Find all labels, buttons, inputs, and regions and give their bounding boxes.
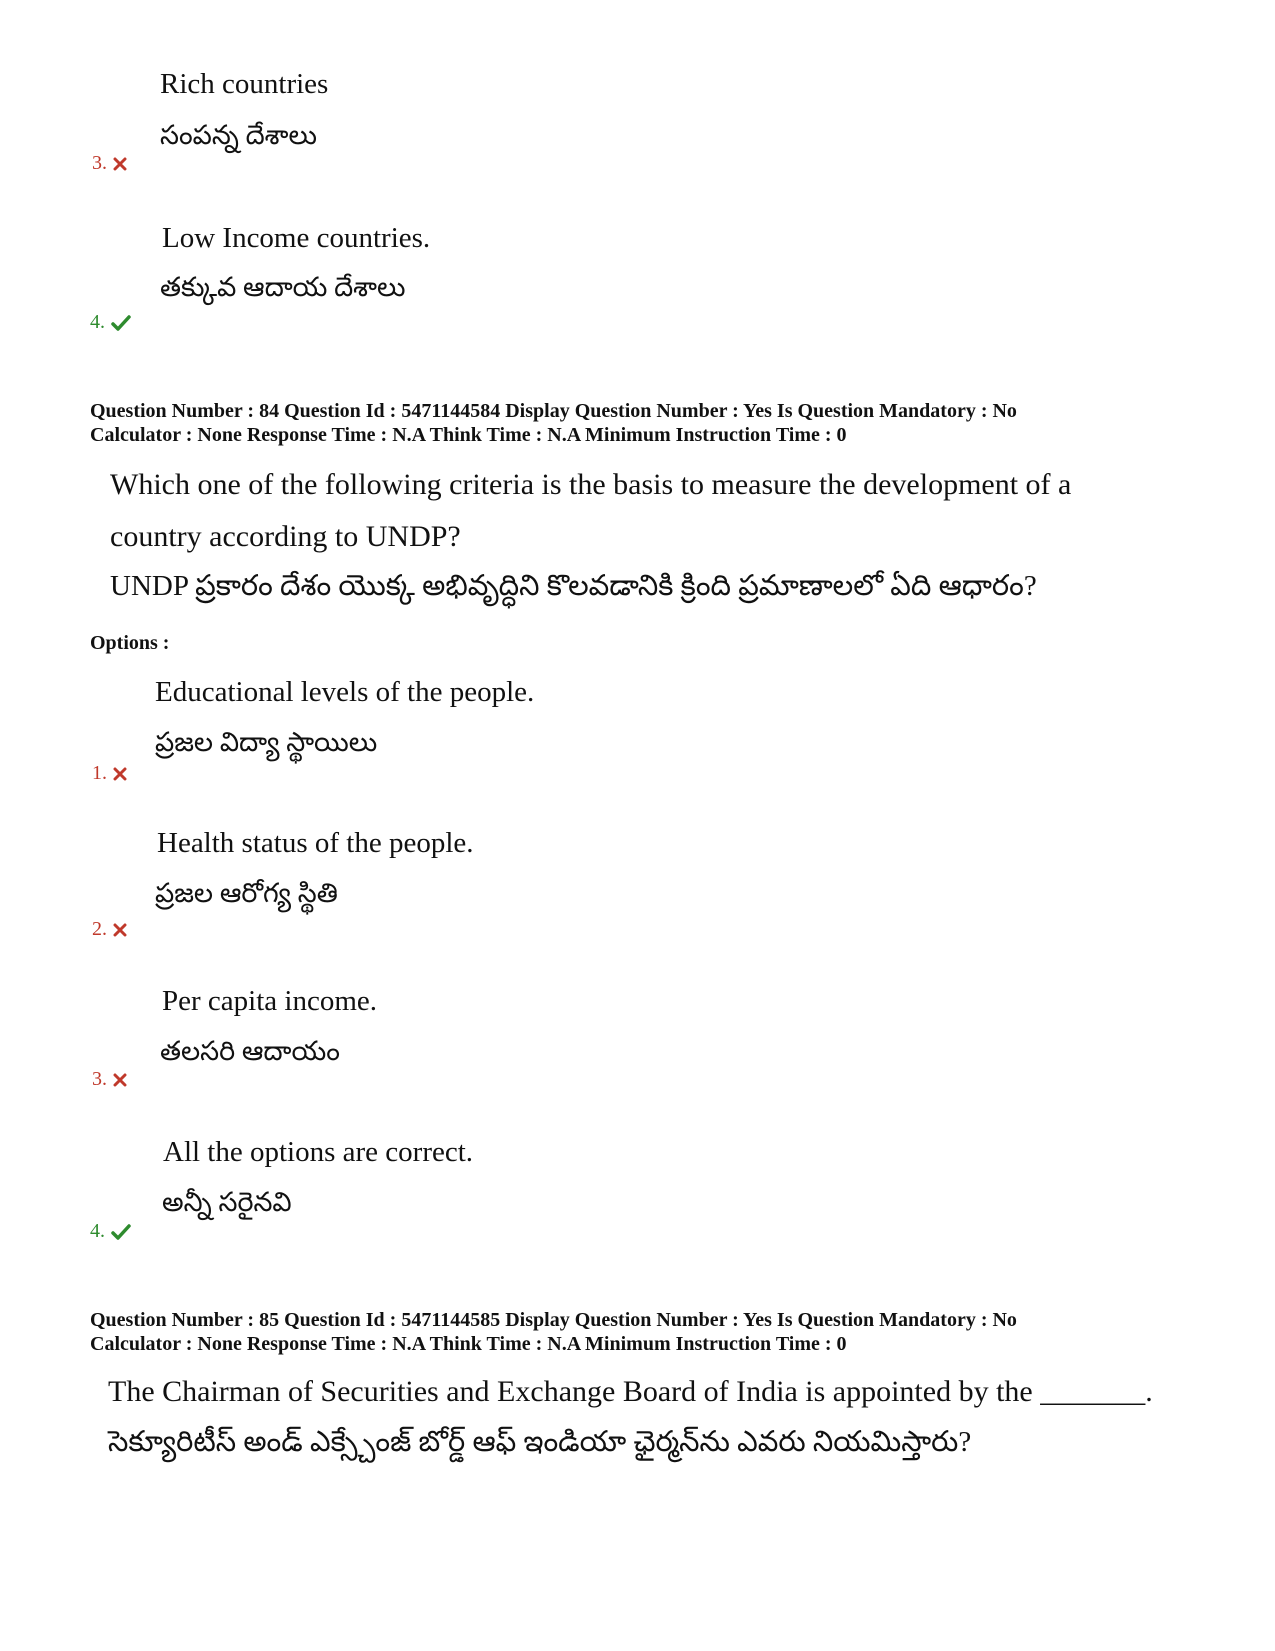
option-number: 1. <box>92 762 107 784</box>
option-text-te: సంపన్న దేశాలు <box>160 120 317 150</box>
option-text-en: Health status of the people. <box>157 827 474 859</box>
option-number: 4. <box>90 311 105 333</box>
option-marker <box>92 152 127 175</box>
option-text-te: తక్కువ ఆదాయ దేశాలు <box>160 272 406 302</box>
option-text-en: All the options are correct. <box>163 1136 474 1168</box>
option-text-en: Per capita income. <box>162 985 377 1017</box>
check-icon <box>111 1224 131 1240</box>
option-marker <box>90 1220 131 1243</box>
question-meta-line1: Question Number : 85 Question Id : 5471144585 Display Question Number : Yes Is Question Mandatory : No <box>90 1309 1017 1331</box>
question-meta-line2: Calculator : None Response Time : N.A Think Time : N.A Minimum Instruction Time : 0 <box>90 424 847 446</box>
option-number: 3. <box>92 1068 107 1090</box>
check-icon <box>111 315 131 331</box>
option-text-te: ప్రజల ఆరోగ్య స్థితి <box>155 878 338 908</box>
question-text-te: UNDP ప్రకారం దేశం యొక్క అభివృద్ధిని కొలవడానికి క్రింది ప్రమాణాలలో ఏది ఆధారం? <box>110 570 1037 602</box>
option-text-te: అన్నీ సరైనవి <box>162 1187 292 1217</box>
option-number: 4. <box>90 1220 105 1242</box>
question-meta-line1: Question Number : 84 Question Id : 5471144584 Display Question Number : Yes Is Question Mandatory : No <box>90 400 1017 422</box>
option-text-en: Rich countries <box>160 68 329 100</box>
question-text-te: సెక్యూరిటీస్ అండ్ ఎక్స్చేంజ్ బోర్డ్ ఆఫ్ ఇండియా ఛైర్మన్‌ను ఎవరు నియమిస్తారు? <box>108 1426 972 1458</box>
question-meta-line2: Calculator : None Response Time : N.A Think Time : N.A Minimum Instruction Time : 0 <box>90 1333 847 1355</box>
option-marker <box>92 762 127 785</box>
question-text-en: Which one of the following criteria is the basis to measure the development of a <box>110 468 1072 501</box>
question-text-en: The Chairman of Securities and Exchange Board of India is appointed by the _______. <box>108 1375 1153 1408</box>
option-text-te: తలసరి ఆదాయం <box>160 1036 340 1066</box>
option-marker <box>92 918 127 941</box>
option-text-en: Low Income countries. <box>162 222 431 254</box>
option-marker <box>90 311 131 334</box>
option-number: 2. <box>92 918 107 940</box>
cross-icon <box>113 923 127 937</box>
options-label: Options : <box>90 632 170 654</box>
cross-icon <box>113 767 127 781</box>
option-text-te: ప్రజల విద్యా స్థాయిలు <box>155 727 378 757</box>
question-text-en: country according to UNDP? <box>110 520 461 553</box>
option-number: 3. <box>92 152 107 174</box>
option-marker <box>92 1068 127 1091</box>
cross-icon <box>113 1073 127 1087</box>
option-text-en: Educational levels of the people. <box>155 676 535 708</box>
cross-icon <box>113 157 127 171</box>
